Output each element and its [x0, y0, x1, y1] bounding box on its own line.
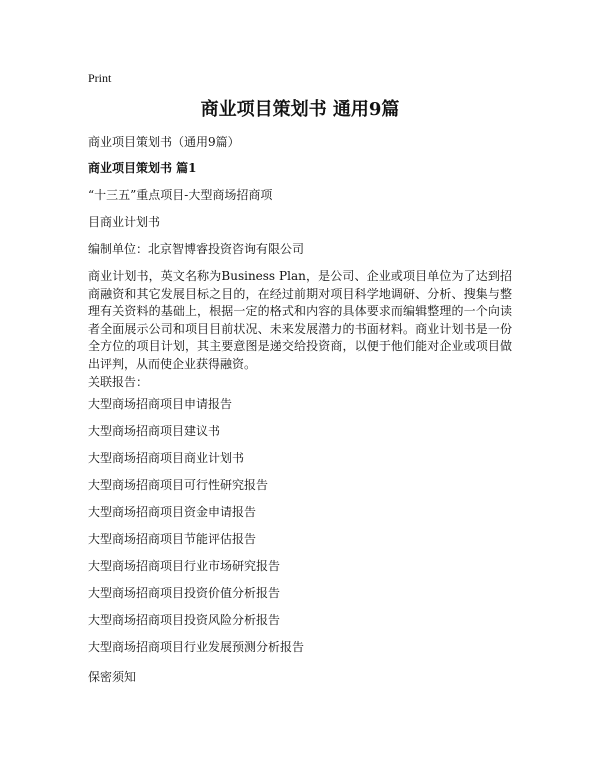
list-item: 大型商场招商项目行业市场研究报告 — [88, 559, 281, 573]
section-heading: 商业项目策划书 篇1 — [88, 161, 197, 175]
list-item: 大型商场招商项目投资风险分析报告 — [88, 613, 281, 627]
list-item: 大型商场招商项目行业发展预测分析报告 — [88, 640, 305, 654]
list-item: 大型商场招商项目节能评估报告 — [88, 532, 257, 546]
list-item: 大型商场招商项目申请报告 — [88, 397, 233, 411]
related-reports-heading: 关联报告： — [88, 375, 149, 389]
list-item: 大型商场招商项目投资价值分析报告 — [88, 586, 281, 600]
print-label: Print — [88, 71, 112, 85]
page-title: 商业项目策划书 通用9篇 — [200, 99, 400, 120]
related-reports-list — [88, 396, 304, 666]
project-line-2: 目商业计划书 — [88, 215, 161, 229]
business-plan-paragraph: 商业计划书，英文名称为Business Plan，是公司、企业或项目单位为了达到招商融资和其它发展目标之目的，在经过前期对项目科学地调研、分析、搜集与整理有关资料的基础上，根据一定的格式和内容的具体要求而编辑整理的一个向读者全面展示公司和项目目前状况、未来发展潜力的书面材料。商业计划书是一份全方位的项目计划，其主要意图是递交给投资商，以便于他们能对企业或项目做出评判，从而使企业获得融资。 — [88, 269, 512, 371]
list-item: 大型商场招商项目商业计划书 — [88, 451, 245, 465]
project-line-1: “十三五”重点项目-大型商场招商项 — [88, 188, 273, 202]
list-item: 大型商场招商项目可行性研究报告 — [88, 478, 269, 492]
list-item: 大型商场招商项目资金申请报告 — [88, 505, 257, 519]
document-subtitle: 商业项目策划书（通用9篇） — [88, 135, 240, 149]
confidential-heading: 保密须知 — [88, 670, 137, 684]
organization-line: 编制单位：北京智博睿投资咨询有限公司 — [88, 242, 305, 256]
list-item: 大型商场招商项目建议书 — [88, 424, 221, 438]
